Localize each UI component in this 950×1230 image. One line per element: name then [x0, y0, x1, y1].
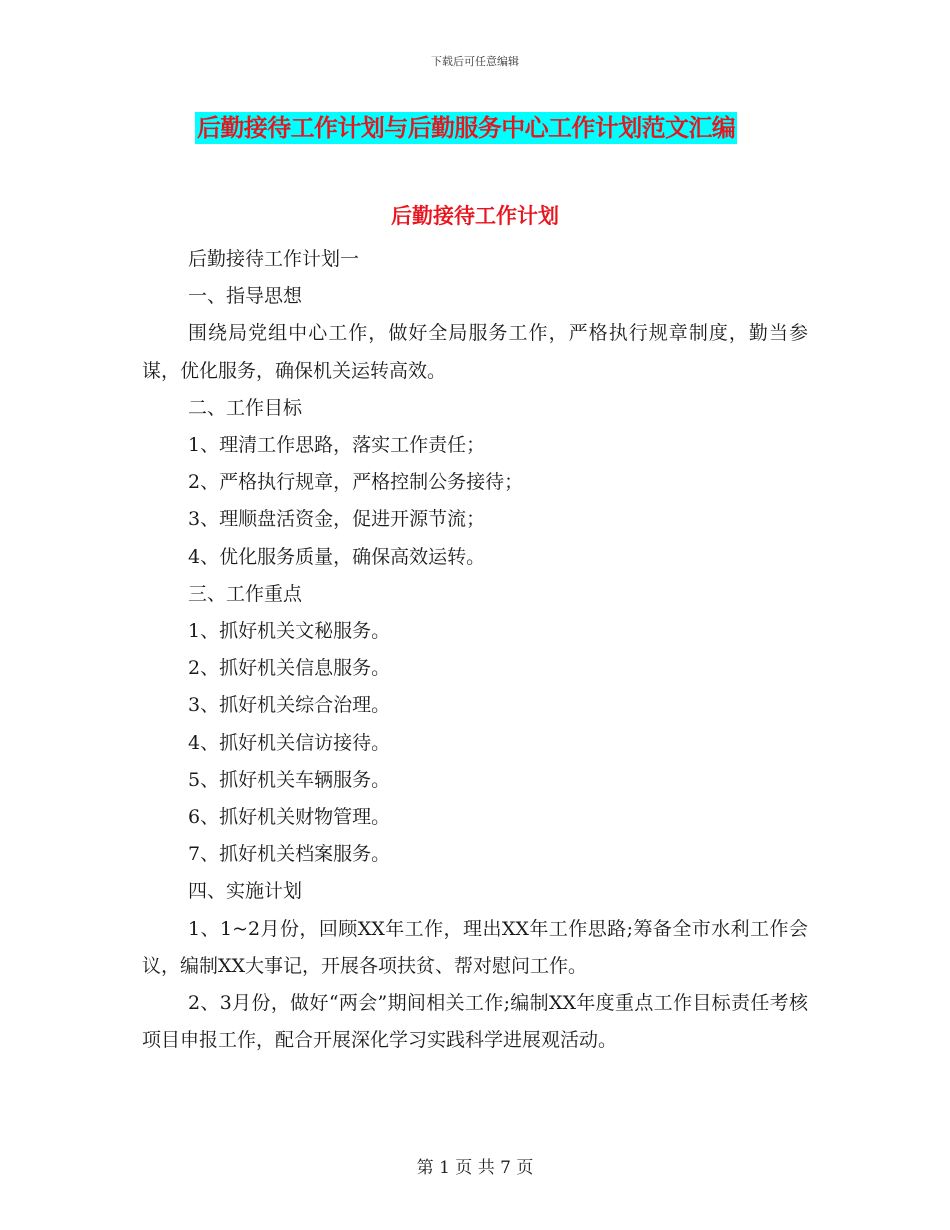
heading-implementation-plan: 四、实施计划 [188, 880, 303, 903]
list-item: 3、抓好机关综合治理。 [188, 694, 391, 717]
list-item: 1、抓好机关文秘服务。 [188, 620, 391, 643]
list-item: 2、严格执行规章，严格控制公务接待； [188, 471, 524, 494]
section-title: 后勤接待工作计划 [391, 204, 559, 228]
document-title: 后勤接待工作计划与后勤服务中心工作计划范文汇编 [197, 114, 736, 142]
list-item: 5、抓好机关车辆服务。 [188, 768, 391, 791]
paragraph: 后勤接待工作计划一 [188, 248, 360, 270]
list-item: 7、抓好机关档案服务。 [188, 843, 391, 866]
list-item: 3、理顺盘活资金，促进开源节流； [188, 508, 486, 531]
paragraph: 2、3月份，做好“两会”期间相关工作;编制XX年度重点工作目标责任考核项目申报工作，配合开展深化学习实践科学进展观活动。 [142, 992, 808, 1052]
list-item: 2、抓好机关信息服务。 [188, 657, 391, 680]
page-footer: 第 1 页 共 7 页 [416, 1158, 534, 1178]
heading-work-goals: 二、工作目标 [188, 396, 303, 419]
heading-guiding-thought: 一、指导思想 [188, 285, 303, 308]
heading-work-focus: 三、工作重点 [188, 582, 303, 605]
paragraph: 1、1~2月份，回顾XX年工作，理出XX年工作思路;筹备全市水利工作会议，编制XX大事记，开展各项扶贫、帮对慰问工作。 [142, 917, 808, 977]
header-note: 下载后可任意编辑 [431, 55, 519, 68]
list-item: 1、理清工作思路，落实工作责任； [188, 434, 486, 457]
list-item: 6、抓好机关财物管理。 [188, 806, 391, 829]
body-text [142, 241, 808, 1059]
list-item: 4、优化服务质量，确保高效运转。 [188, 545, 486, 568]
paragraph: 围绕局党组中心工作，做好全局服务工作，严格执行规章制度，勤当参谋，优化服务，确保机关运转高效。 [142, 322, 808, 382]
list-item: 4、抓好机关信访接待。 [188, 731, 391, 754]
